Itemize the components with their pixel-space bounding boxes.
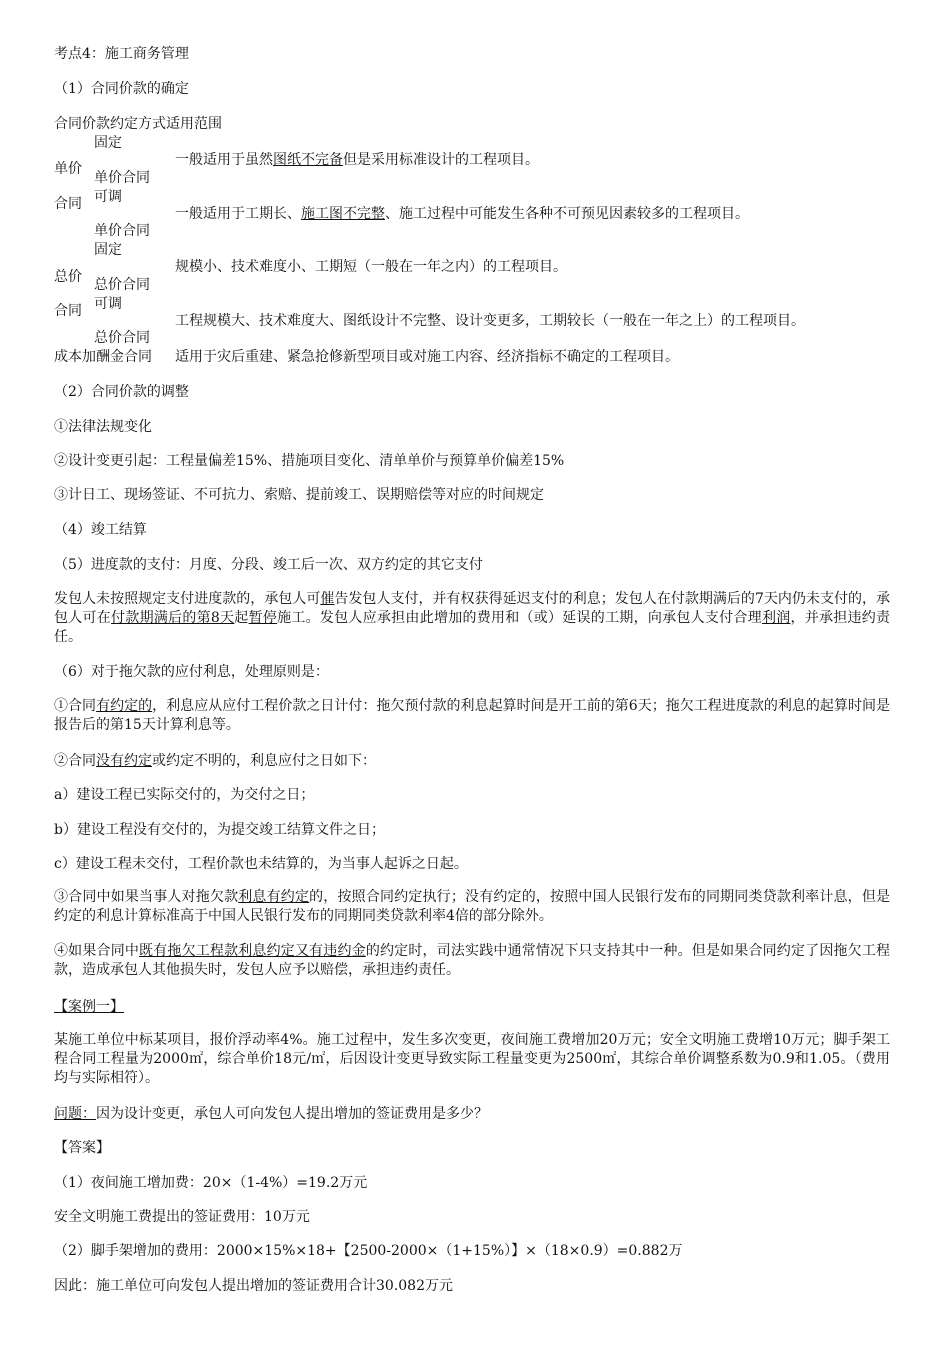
answer-line: 安全文明施工费提出的签证费用：10万元 [54,1209,310,1225]
contract-type-top: 固定 [94,242,122,258]
contract-type-top: 固定 [94,135,122,151]
keyword-underline: 付款期满后的第8天 [111,610,235,626]
topic-heading: 考点4：施工商务管理 [54,46,189,62]
interest-rule-3: ③合同中如果当事人对拖欠款利息有约定的，按照合同约定执行；没有约定的，按照中国人民银行发布的同期同类贷款利率计息，但是约定的利息计算标准高于中国人民银行发布的同期同类贷款利率4倍的部分除外。 [54,889,891,924]
section-contract-price: （1）合同价款的确定 [54,81,189,97]
contract-scope: 工程规模大、技术难度大、图纸设计不完整、设计变更多，工期较长（一般在一年之上）的工程项目。 [175,313,805,329]
case-description: 某施工单位中标某项目，报价浮动率4%。施工过程中，发生多次变更，夜间施工费增加20万元；安全文明施工费增10万元；脚手架工程合同工程量为2000㎡，综合单价18元/㎡，后因设计变更导致实际工程量变更为2500㎡，其综合单价调整系数为0.9和1.05。（费用均与实际相符）。 [54,1032,890,1086]
case-title: 【案例一】 [54,999,124,1015]
contract-type-top: 可调 [94,296,122,312]
interest-rule-1: ①合同有约定的，利息应从应付工程价款之日计付：拖欠预付款的利息起算时间是开工前的第6天；拖欠工程进度款的利息的起算时间是报告后的第15天计算利息等。 [54,698,891,733]
adjust-item: ①法律法规变化 [54,419,152,435]
keyword-underline: 利息有约定 [238,889,310,905]
keyword-underline: 利润 [761,610,791,626]
interest-item: a）建设工程已实际交付的，为交付之日； [54,787,315,803]
section-progress-payment: （5）进度款的支付：月度、分段、竣工后一次、双方约定的其它支付 [54,557,483,573]
interest-rule-4: ④如果合同中既有拖欠工程款利息约定又有违约金的约定时，司法实践中通常情况下只支持其中一种。但是如果合同约定了因拖欠工程款，造成承包人其他损失时，发包人应予以赔偿，承担违约责任。 [54,943,891,978]
answer-conclusion: 因此：施工单位可向发包人提出增加的签证费用合计30.082万元 [54,1278,453,1294]
keyword-underline: 催 [320,591,335,607]
interest-item: c）建设工程未交付，工程价款也未结算的，为当事人起诉之日起。 [54,856,468,872]
table-header: 合同价款约定方式适用范围 [54,116,222,132]
unit-price-group-label-1: 单价 [54,161,82,177]
contract-type-bottom: 总价合同 [94,330,150,346]
keyword-underline: 既有拖欠工程款利息约定又有违约金 [139,943,366,959]
keyword-underline: 图纸不完备 [273,152,343,168]
total-price-group-label-2: 合同 [54,303,82,319]
question-label: 问题： [54,1106,96,1122]
question-text: 因为设计变更，承包人可向发包人提出增加的签证费用是多少？ [96,1106,488,1122]
contract-scope: 规模小、技术难度小、工期短（一般在一年之内）的工程项目。 [175,259,567,275]
contract-scope: 一般适用于虽然图纸不完备但是采用标准设计的工程项目。 [175,152,539,168]
keyword-underline: 施工图不完整 [301,206,385,222]
contract-type-bottom: 总价合同 [94,277,150,293]
cost-plus-contract-scope: 适用于灾后重建、紧急抢修新型项目或对施工内容、经济指标不确定的工程项目。 [175,349,679,365]
adjust-item: ③计日工、现场签证、不可抗力、索赔、提前竣工、误期赔偿等对应的时间规定 [54,487,544,503]
contract-type-bottom: 单价合同 [94,170,150,186]
keyword-underline: 有约定的 [96,698,153,714]
total-price-group-label-1: 总价 [54,269,82,285]
question [54,1105,488,1123]
section-overdue-interest: （6）对于拖欠款的应付利息，处理原则是： [54,664,329,680]
interest-rule-2: ②合同没有约定或约定不明的，利息应付之日如下： [54,753,376,769]
interest-item: b）建设工程没有交付的，为提交竣工结算文件之日； [54,822,385,838]
keyword-underline: 没有约定 [96,753,152,769]
answer-line: （1）夜间施工增加费：20×（1-4%）=19.2万元 [54,1175,368,1191]
section-completion-settlement: （4）竣工结算 [54,522,147,538]
section-price-adjustment: （2）合同价款的调整 [54,384,189,400]
answer-line: （2）脚手架增加的费用：2000×15%×18+【2500-2000×（1+15%）】×（18×0.9）=0.882万 [54,1243,683,1259]
keyword-underline: 暂停 [248,610,278,626]
payment-paragraph: 发包人未按照规定支付进度款的，承包人可催告发包人支付，并有权获得延迟支付的利息；发包人在付款期满后的7天内仍未支付的，承包人可在付款期满后的第8天起暂停施工。发包人应承担由此增加的费用和（或）延误的工期，向承包人支付合理利润，并承担违约责任。 [54,591,891,645]
unit-price-group-label-2: 合同 [54,196,82,212]
contract-type-top: 可调 [94,189,122,205]
cost-plus-contract-type: 成本加酬金合同 [54,349,152,365]
contract-type-bottom: 单价合同 [94,223,150,239]
answer-title: 【答案】 [54,1140,110,1156]
adjust-item: ②设计变更引起：工程量偏差15%、措施项目变化、清单单价与预算单价偏差15% [54,453,565,469]
contract-scope: 一般适用于工期长、施工图不完整、施工过程中可能发生各种不可预见因素较多的工程项目。 [175,206,749,222]
